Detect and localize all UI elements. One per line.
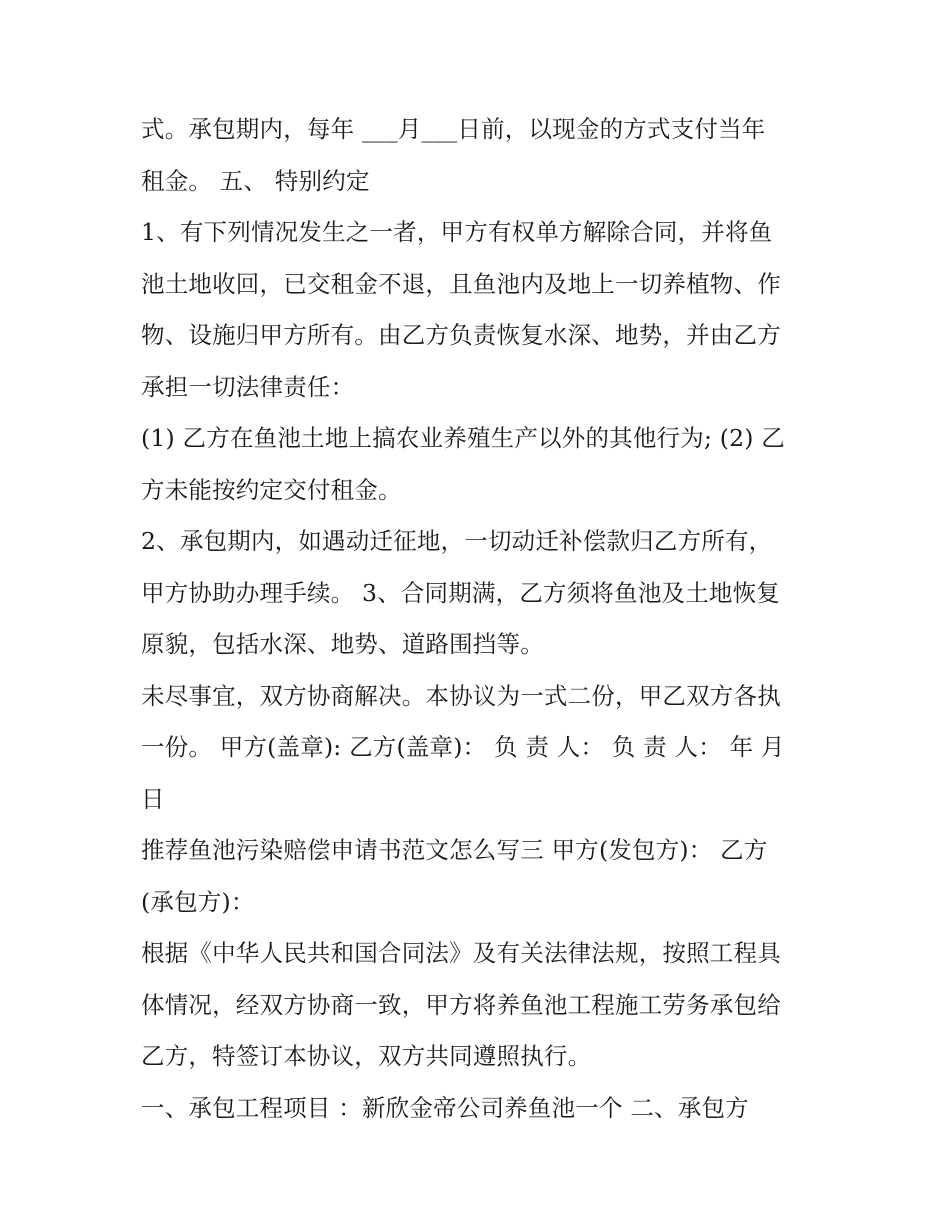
text-line: 承担一切法律责任： bbox=[141, 372, 355, 401]
text-line: 租金。 五、 特别约定 bbox=[141, 166, 370, 195]
text-line: 推荐鱼池污染赔偿申请书范文怎么写三 甲方(发包方)： 乙方 bbox=[141, 836, 768, 864]
text-line: 一份。 甲方(盖章): 乙方(盖章)： 负 责 人： 负 责 人： 年 月 bbox=[141, 733, 785, 761]
text-line: 式。承包期内，每年 ___月___日前，以现金的方式支付当年 bbox=[141, 115, 766, 143]
text-line: 日 bbox=[141, 784, 165, 813]
text-line: 原貌，包括水深、地势、道路围挡等。 bbox=[141, 630, 544, 658]
document-body bbox=[141, 104, 821, 1134]
text-line: 体情况，经双方协商一致，甲方将养鱼池工程施工劳务承包给 bbox=[141, 990, 781, 1019]
text-line: 甲方协助办理手续。 3、合同期满，乙方须将鱼池及土地恢复 bbox=[141, 578, 781, 607]
text-line: (1) 乙方在鱼池土地上搞农业养殖生产以外的其他行为; (2) 乙 bbox=[141, 424, 786, 452]
text-line: 乙方，特签订本协议，双方共同遵照执行。 bbox=[141, 1042, 592, 1070]
text-line: 2、承包期内，如遇动迁征地，一切动迁补偿款归乙方所有， bbox=[141, 527, 773, 555]
text-line: 物、设施归甲方所有。由乙方负责恢复水深、地势，并由乙方 bbox=[141, 321, 781, 349]
text-line: 根据《中华人民共和国合同法》及有关法律法规，按照工程具 bbox=[141, 939, 781, 967]
text-line: 池土地收回，已交租金不退，且鱼池内及地上一切养植物、作 bbox=[141, 269, 781, 298]
text-line: 未尽事宜，双方协商解决。本协议为一式二份，甲乙双方各执 bbox=[141, 681, 781, 710]
text-line: 1、有下列情况发生之一者，甲方有权单方解除合同，并将鱼 bbox=[141, 218, 773, 246]
text-line: 一、承包工程项目 ：新欣金帝公司养鱼池一个 二、承包方 bbox=[141, 1093, 749, 1122]
text-line: (承包方)： bbox=[141, 887, 255, 916]
text-line: 方未能按约定交付租金。 bbox=[141, 475, 402, 504]
